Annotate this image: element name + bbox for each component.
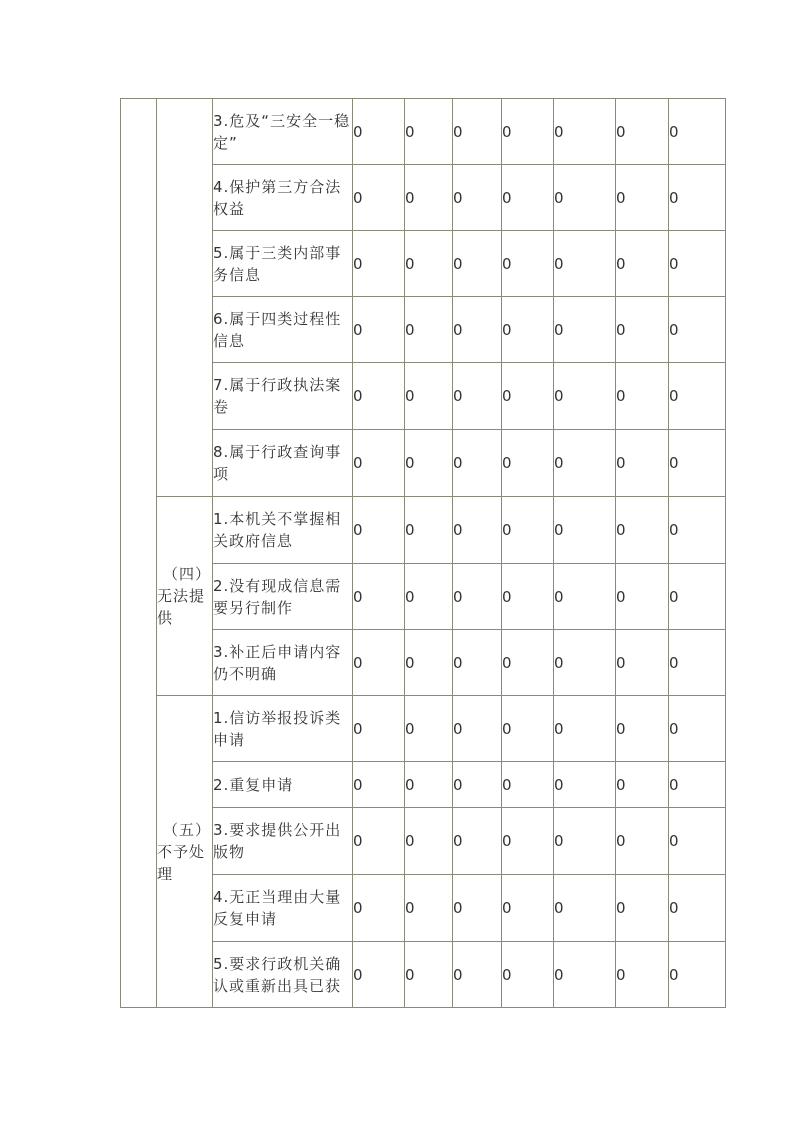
value-cell: 0 bbox=[405, 497, 453, 564]
value-cell: 0 bbox=[453, 497, 502, 564]
value-cell: 0 bbox=[453, 430, 502, 497]
value-cell: 0 bbox=[405, 696, 453, 762]
value-cell: 0 bbox=[669, 430, 726, 497]
value-cell: 0 bbox=[453, 696, 502, 762]
value-cell: 0 bbox=[502, 165, 554, 231]
value-cell: 0 bbox=[502, 808, 554, 875]
value-cell: 0 bbox=[405, 99, 453, 165]
value-cell: 0 bbox=[502, 297, 554, 363]
value-cell: 0 bbox=[353, 808, 405, 875]
value-cell: 0 bbox=[453, 942, 502, 1008]
value-cell: 0 bbox=[554, 430, 616, 497]
value-cell: 0 bbox=[353, 297, 405, 363]
value-cell: 0 bbox=[554, 564, 616, 630]
value-cell: 0 bbox=[616, 430, 669, 497]
value-cell: 0 bbox=[502, 99, 554, 165]
value-cell: 0 bbox=[554, 363, 616, 430]
value-cell: 0 bbox=[669, 762, 726, 808]
value-cell: 0 bbox=[502, 231, 554, 297]
value-cell: 0 bbox=[669, 696, 726, 762]
row-item-label: 5.要求行政机关确认或重新出具已获 bbox=[213, 942, 353, 1008]
value-cell: 0 bbox=[502, 630, 554, 696]
value-cell: 0 bbox=[453, 231, 502, 297]
value-cell: 0 bbox=[453, 363, 502, 430]
value-cell: 0 bbox=[669, 363, 726, 430]
value-cell: 0 bbox=[616, 497, 669, 564]
value-cell: 0 bbox=[405, 630, 453, 696]
row-item-label: 7.属于行政执法案卷 bbox=[213, 363, 353, 430]
value-cell: 0 bbox=[353, 231, 405, 297]
value-cell: 0 bbox=[353, 942, 405, 1008]
group-label-text: 无法提供 bbox=[157, 587, 206, 627]
value-cell: 0 bbox=[669, 297, 726, 363]
outer-category-cell bbox=[121, 99, 157, 1008]
table-row bbox=[121, 99, 726, 165]
value-cell: 0 bbox=[616, 165, 669, 231]
value-cell: 0 bbox=[502, 430, 554, 497]
value-cell: 0 bbox=[616, 875, 669, 942]
value-cell: 0 bbox=[353, 762, 405, 808]
row-item-label: 6.属于四类过程性信息 bbox=[213, 297, 353, 363]
group-label-number: （五） bbox=[163, 820, 212, 839]
group-label-cell bbox=[157, 99, 213, 497]
value-cell: 0 bbox=[669, 875, 726, 942]
value-cell: 0 bbox=[616, 297, 669, 363]
value-cell: 0 bbox=[405, 875, 453, 942]
row-item-label: 2.没有现成信息需要另行制作 bbox=[213, 564, 353, 630]
value-cell: 0 bbox=[502, 942, 554, 1008]
value-cell: 0 bbox=[669, 165, 726, 231]
value-cell: 0 bbox=[353, 696, 405, 762]
value-cell: 0 bbox=[669, 630, 726, 696]
table-row bbox=[121, 696, 726, 762]
value-cell: 0 bbox=[353, 430, 405, 497]
value-cell: 0 bbox=[669, 564, 726, 630]
value-cell: 0 bbox=[616, 564, 669, 630]
value-cell: 0 bbox=[453, 875, 502, 942]
row-item-label: 1.本机关不掌握相关政府信息 bbox=[213, 497, 353, 564]
value-cell: 0 bbox=[502, 875, 554, 942]
group-label-number: （四） bbox=[163, 565, 212, 583]
value-cell: 0 bbox=[616, 630, 669, 696]
value-cell: 0 bbox=[669, 99, 726, 165]
value-cell: 0 bbox=[405, 942, 453, 1008]
group-label-cell bbox=[157, 696, 213, 1008]
statistics-table bbox=[120, 98, 726, 1008]
value-cell: 0 bbox=[554, 497, 616, 564]
value-cell: 0 bbox=[453, 808, 502, 875]
value-cell: 0 bbox=[453, 99, 502, 165]
value-cell: 0 bbox=[405, 297, 453, 363]
value-cell: 0 bbox=[502, 696, 554, 762]
value-cell: 0 bbox=[554, 165, 616, 231]
group-label-text: 不予处理 bbox=[157, 842, 206, 883]
value-cell: 0 bbox=[405, 231, 453, 297]
value-cell: 0 bbox=[669, 942, 726, 1008]
value-cell: 0 bbox=[554, 231, 616, 297]
value-cell: 0 bbox=[554, 808, 616, 875]
value-cell: 0 bbox=[405, 165, 453, 231]
value-cell: 0 bbox=[554, 942, 616, 1008]
value-cell: 0 bbox=[554, 630, 616, 696]
value-cell: 0 bbox=[353, 99, 405, 165]
value-cell: 0 bbox=[405, 363, 453, 430]
value-cell: 0 bbox=[353, 875, 405, 942]
value-cell: 0 bbox=[669, 497, 726, 564]
row-item-label: 4.无正当理由大量反复申请 bbox=[213, 875, 353, 942]
value-cell: 0 bbox=[405, 430, 453, 497]
value-cell: 0 bbox=[554, 696, 616, 762]
value-cell: 0 bbox=[554, 297, 616, 363]
value-cell: 0 bbox=[616, 696, 669, 762]
value-cell: 0 bbox=[554, 875, 616, 942]
value-cell: 0 bbox=[405, 564, 453, 630]
table-body bbox=[121, 99, 726, 1008]
value-cell: 0 bbox=[616, 99, 669, 165]
group-label-cell bbox=[157, 497, 213, 696]
value-cell: 0 bbox=[616, 363, 669, 430]
value-cell: 0 bbox=[405, 762, 453, 808]
value-cell: 0 bbox=[502, 497, 554, 564]
value-cell: 0 bbox=[353, 564, 405, 630]
value-cell: 0 bbox=[669, 231, 726, 297]
row-item-label: 3.要求提供公开出版物 bbox=[213, 808, 353, 875]
value-cell: 0 bbox=[502, 363, 554, 430]
row-item-label: 3.危及“三安全一稳定” bbox=[213, 99, 353, 165]
value-cell: 0 bbox=[353, 363, 405, 430]
value-cell: 0 bbox=[453, 564, 502, 630]
value-cell: 0 bbox=[616, 808, 669, 875]
value-cell: 0 bbox=[616, 231, 669, 297]
table-row bbox=[121, 497, 726, 564]
row-item-label: 3.补正后申请内容仍不明确 bbox=[213, 630, 353, 696]
row-item-label: 8.属于行政查询事项 bbox=[213, 430, 353, 497]
value-cell: 0 bbox=[554, 762, 616, 808]
value-cell: 0 bbox=[554, 99, 616, 165]
value-cell: 0 bbox=[405, 808, 453, 875]
value-cell: 0 bbox=[616, 942, 669, 1008]
value-cell: 0 bbox=[353, 630, 405, 696]
value-cell: 0 bbox=[453, 762, 502, 808]
value-cell: 0 bbox=[453, 165, 502, 231]
value-cell: 0 bbox=[616, 762, 669, 808]
row-item-label: 4.保护第三方合法权益 bbox=[213, 165, 353, 231]
row-item-label: 2.重复申请 bbox=[213, 762, 353, 808]
value-cell: 0 bbox=[353, 165, 405, 231]
row-item-label: 5.属于三类内部事务信息 bbox=[213, 231, 353, 297]
row-item-label: 1.信访举报投诉类申请 bbox=[213, 696, 353, 762]
value-cell: 0 bbox=[353, 497, 405, 564]
value-cell: 0 bbox=[453, 297, 502, 363]
value-cell: 0 bbox=[502, 564, 554, 630]
value-cell: 0 bbox=[502, 762, 554, 808]
value-cell: 0 bbox=[669, 808, 726, 875]
value-cell: 0 bbox=[453, 630, 502, 696]
